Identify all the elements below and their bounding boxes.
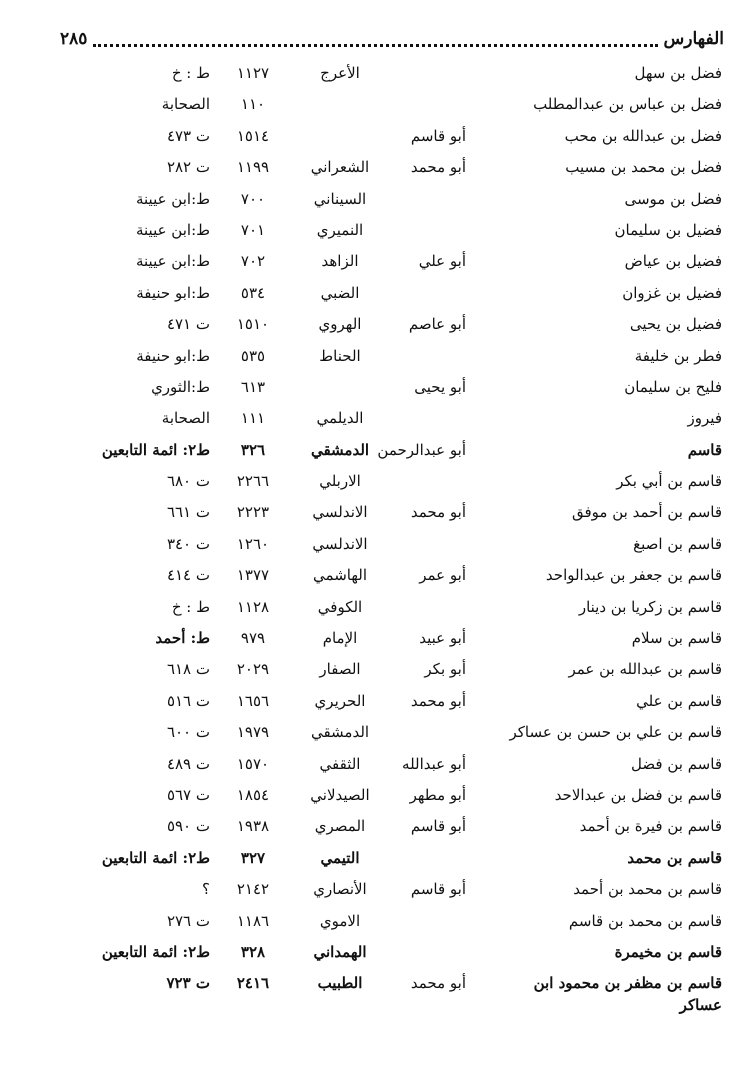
entry-name: فليح بن سليمان: [624, 377, 722, 396]
entry-number: ٣٢٦: [240, 440, 266, 459]
entry-reference: ت ٤٧١: [166, 315, 210, 334]
entry-reference: ت ٤٧٣: [166, 126, 210, 145]
entry-nisba: الزاهد: [321, 252, 359, 271]
index-row: [0, 654, 744, 685]
entry-reference: ت ٣٤٠: [166, 534, 210, 553]
entry-name: قاسم بن فضل بن عبدالاحد: [554, 785, 722, 804]
entry-number: ١٥١٤: [236, 126, 270, 145]
entry-kunya: أبو محمد: [410, 974, 466, 993]
entry-kunya: أبو بكر: [424, 660, 466, 679]
entry-name: فيروز: [687, 409, 722, 428]
entry-nisba: الدمشقي: [310, 440, 370, 459]
entry-name: فضيل بن غزوان: [622, 283, 722, 302]
entry-reference: ت ٤١٤: [166, 566, 210, 585]
entry-reference: ط٢: ائمة التابعين: [101, 942, 210, 961]
entry-kunya: أبو محمد: [410, 691, 466, 710]
entry-number: ٢٢٢٣: [236, 503, 270, 522]
entry-name: فضل بن عباس بن عبدالمطلب: [533, 95, 722, 114]
entry-number: ٢٢٦٦: [236, 472, 270, 491]
entry-nisba: الحناط: [319, 346, 361, 365]
entry-nisba: الصفار: [319, 660, 361, 679]
entry-name: قاسم بن علي بن حسن بن عساكر: [509, 723, 722, 742]
entry-number: ١١٢٧: [236, 64, 270, 82]
entry-kunya: أبو علي: [418, 252, 466, 271]
entry-reference: ت ٦٦١: [166, 503, 210, 522]
entry-name: فضل بن موسى: [624, 189, 722, 208]
entry-reference: ت ٦٨٠: [166, 472, 210, 491]
entry-name: قاسم بن علي: [636, 691, 722, 710]
entry-number: ٥٣٥: [240, 346, 266, 365]
leader-dots: [93, 32, 657, 47]
entry-nisba: الكوفي: [317, 597, 363, 616]
index-row: [0, 246, 744, 277]
entry-kunya: أبو عبيد: [419, 629, 466, 648]
index-row: [0, 592, 744, 623]
index-row: [0, 843, 744, 874]
index-row: [0, 121, 744, 152]
entry-number: ١١٢٨: [236, 597, 270, 616]
entry-number: ٣٢٨: [240, 942, 266, 961]
index-row: [0, 686, 744, 717]
entry-kunya: أبو مطهر: [409, 785, 466, 804]
entry-name: فطر بن خليفة: [634, 346, 722, 365]
index-row: [0, 717, 744, 748]
entry-reference: ت ٦١٨: [166, 660, 210, 679]
entry-number: ١١١: [240, 409, 266, 428]
entry-reference: ط: أحمد: [155, 629, 210, 648]
entry-nisba: الضبي: [320, 283, 360, 302]
entry-name: قاسم بن سلام: [631, 629, 722, 648]
entry-reference: ت ٧٢٣: [166, 974, 210, 993]
entry-name: قاسم بن أبي بكر: [616, 472, 722, 491]
entry-reference: ت ٢٨٢: [166, 158, 210, 177]
index-row: [0, 560, 744, 591]
entry-number: ١١٩٩: [236, 158, 270, 177]
entry-kunya: أبو عبدالرحمن: [377, 440, 466, 459]
entry-name: قاسم: [687, 440, 722, 459]
entry-reference: ت ٥٩٠: [166, 817, 210, 836]
entry-nisba: الثقفي: [319, 754, 361, 773]
entry-name: قاسم بن عبدالله بن عمر: [568, 660, 722, 679]
entry-reference: ط:ابو حنيفة: [136, 283, 210, 302]
entry-reference: ت ٤٨٩: [166, 754, 210, 773]
entry-number: ١٩٧٩: [236, 723, 270, 742]
entry-name: قاسم بن جعفر بن عبدالواحد: [545, 566, 722, 585]
section-title: الفهارس: [663, 29, 724, 49]
entry-name: قاسم بن أحمد بن موفق: [572, 503, 722, 522]
entry-nisba: الأنصاري: [313, 880, 367, 899]
entry-reference: ت ٦٠٠: [166, 723, 210, 742]
entry-reference: ت ٥١٦: [166, 691, 210, 710]
entry-nisba: الإمام: [322, 629, 358, 648]
entry-number: ٧٠٢: [240, 252, 266, 271]
entry-number: ١١٨٦: [236, 911, 270, 930]
entry-reference: ط٢: ائمة التابعين: [101, 848, 210, 867]
entry-reference: الصحابة: [161, 95, 210, 114]
entry-name: قاسم بن محمد: [627, 848, 722, 867]
entry-name: فضل بن عبدالله بن محب: [564, 126, 722, 145]
entry-kunya: أبو عمر: [419, 566, 466, 585]
page-header: [60, 22, 724, 56]
entry-reference: ت ٥٦٧: [166, 785, 210, 804]
entry-name: فضيل بن عياض: [624, 252, 722, 271]
index-row: [0, 466, 744, 497]
index-row: [0, 309, 744, 340]
index-row: [0, 968, 744, 999]
entry-nisba: النميري: [316, 220, 364, 239]
index-table: [0, 58, 744, 1000]
entry-reference: ط:ابن عيينة: [135, 189, 210, 208]
entry-number: ٢١٤٢: [236, 880, 270, 899]
entry-number: ٦١٣: [240, 377, 266, 396]
entry-nisba: الأعرج: [320, 64, 360, 82]
entry-number: ١٦٥٦: [236, 691, 270, 710]
entry-reference: ت ٢٧٦: [166, 911, 210, 930]
index-row: [0, 749, 744, 780]
entry-reference: ؟: [202, 880, 210, 899]
entry-nisba: الحريري: [314, 691, 366, 710]
entry-name: فضيل بن سليمان: [614, 220, 722, 239]
entry-nisba: التيمي: [320, 848, 360, 867]
entry-number: ٢٤١٦: [236, 974, 270, 993]
entry-kunya: أبو قاسم: [410, 880, 466, 899]
index-row: [0, 58, 744, 89]
index-row: [0, 529, 744, 560]
index-row: [0, 215, 744, 246]
continuation-line: عساكر: [679, 996, 722, 1014]
entry-name: فضيل بن يحيى: [629, 315, 722, 334]
entry-reference: ط٢: ائمة التابعين: [101, 440, 210, 459]
index-row: [0, 372, 744, 403]
entry-nisba: الاربلي: [319, 472, 361, 491]
entry-reference: ط:الثوري: [151, 377, 210, 396]
entry-nisba: الديلمي: [316, 409, 364, 428]
entry-kunya: أبو يحيى: [414, 377, 466, 396]
entry-kunya: أبو عبدالله: [402, 754, 466, 773]
entry-name: قاسم بن زكريا بن دينار: [578, 597, 722, 616]
index-row: [0, 780, 744, 811]
entry-nisba: الهروي: [318, 315, 362, 334]
entry-nisba: المصري: [314, 817, 366, 836]
entry-nisba: الطبيب: [317, 974, 363, 993]
entry-kunya: أبو قاسم: [410, 817, 466, 836]
entry-nisba: الصيدلاني: [310, 785, 370, 804]
entry-nisba: الهمداني: [313, 942, 367, 961]
entry-name: قاسم بن اصبغ: [633, 534, 722, 553]
entry-name: قاسم بن محمد بن أحمد: [573, 880, 722, 899]
entry-nisba: السيناني: [313, 189, 367, 208]
entry-number: ٣٢٧: [240, 848, 266, 867]
entry-name: قاسم بن فضل: [631, 754, 722, 773]
entry-nisba: الشعراني: [310, 158, 370, 177]
entry-number: ٧٠١: [240, 220, 266, 239]
entry-kunya: أبو محمد: [410, 503, 466, 522]
entry-reference: ط:ابن عيينة: [135, 252, 210, 271]
page-number: ٢٨٥: [60, 29, 88, 49]
entry-reference: ط:ابو حنيفة: [136, 346, 210, 365]
index-row: [0, 497, 744, 528]
entry-name: قاسم بن مخيمرة: [614, 942, 722, 961]
entry-kunya: أبو قاسم: [410, 126, 466, 145]
entry-nisba: الهاشمي: [313, 566, 367, 585]
entry-name: فضل بن محمد بن مسيب: [565, 158, 722, 177]
entry-number: ١٩٣٨: [236, 817, 270, 836]
entry-nisba: الاندلسي: [312, 534, 368, 553]
index-row: [0, 184, 744, 215]
entry-reference: ط : خ: [171, 64, 210, 82]
index-row: [0, 403, 744, 434]
index-row: [0, 874, 744, 905]
index-row: [0, 623, 744, 654]
entry-reference: ط:ابن عيينة: [135, 220, 210, 239]
index-row: [0, 811, 744, 842]
entry-number: ١٥١٠: [236, 315, 270, 334]
entry-nisba: الاندلسي: [312, 503, 368, 522]
index-row: [0, 152, 744, 183]
entry-nisba: الاموي: [319, 911, 361, 930]
entry-number: ٥٣٤: [240, 283, 266, 302]
entry-name: قاسم بن مظفر بن محمود ابن: [533, 974, 722, 993]
entry-number: ٩٧٩: [240, 629, 266, 648]
entry-kunya: أبو محمد: [410, 158, 466, 177]
entry-kunya: أبو عاصم: [408, 315, 466, 334]
entry-name: قاسم بن محمد بن قاسم: [568, 911, 722, 930]
entry-number: ١٣٧٧: [236, 566, 270, 585]
entry-number: ١٨٥٤: [236, 785, 270, 804]
index-row: [0, 906, 744, 937]
entry-name: قاسم بن فيرة بن أحمد: [579, 817, 722, 836]
index-row: [0, 89, 744, 120]
entry-number: ٢٠٢٩: [236, 660, 270, 679]
index-row: [0, 278, 744, 309]
entry-number: ٧٠٠: [240, 189, 266, 208]
index-row: [0, 937, 744, 968]
index-row: [0, 435, 744, 466]
entry-reference: الصحابة: [161, 409, 210, 428]
index-row: [0, 341, 744, 372]
entry-number: ١٥٧٠: [236, 754, 270, 773]
entry-reference: ط : خ: [171, 597, 210, 616]
entry-number: ١٢٦٠: [236, 534, 270, 553]
entry-name: فضل بن سهل: [634, 64, 722, 82]
entry-number: ١١٠: [240, 95, 266, 114]
entry-nisba: الدمشقي: [310, 723, 370, 742]
